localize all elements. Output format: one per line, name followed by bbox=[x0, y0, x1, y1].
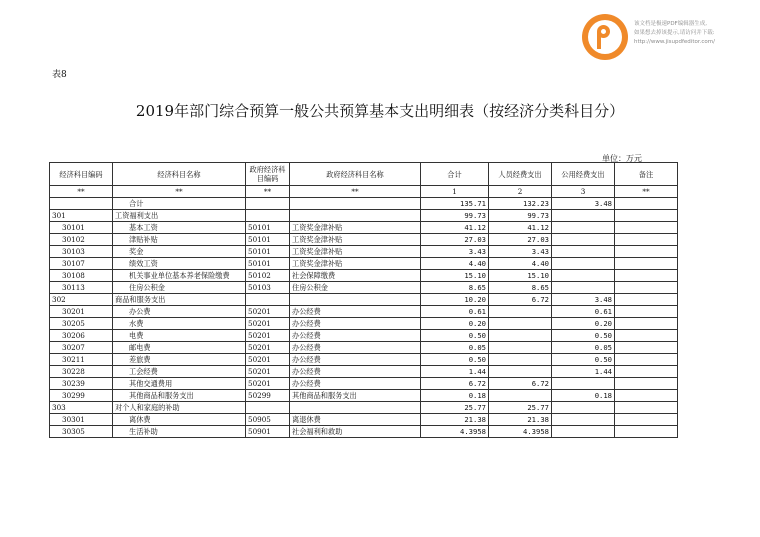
public-cell bbox=[552, 426, 615, 438]
total-cell: 0.50 bbox=[421, 330, 489, 342]
index-cell: ** bbox=[113, 186, 246, 198]
name-cell: 商品和服务支出 bbox=[113, 294, 246, 306]
gov-code-cell bbox=[246, 210, 290, 222]
total-cell: 0.50 bbox=[421, 354, 489, 366]
note-cell bbox=[615, 270, 678, 282]
name-cell: 合计 bbox=[113, 198, 246, 210]
gov-code-cell bbox=[246, 294, 290, 306]
public-cell: 0.50 bbox=[552, 330, 615, 342]
table-row bbox=[50, 222, 678, 234]
public-cell bbox=[552, 282, 615, 294]
gov-code-cell: 50101 bbox=[246, 258, 290, 270]
note-cell bbox=[615, 426, 678, 438]
total-cell: 27.03 bbox=[421, 234, 489, 246]
gov-code-cell: 50101 bbox=[246, 234, 290, 246]
budget-table bbox=[49, 162, 678, 438]
note-cell bbox=[615, 234, 678, 246]
gov-name-cell: 离退休费 bbox=[290, 414, 421, 426]
personnel-cell: 99.73 bbox=[489, 210, 552, 222]
gov-code-cell: 50201 bbox=[246, 306, 290, 318]
personnel-cell bbox=[489, 342, 552, 354]
watermark-line-3: http://www.jisupdfeditor.com/ bbox=[634, 39, 715, 45]
total-cell: 4.3958 bbox=[421, 426, 489, 438]
table-label: 表8 bbox=[52, 70, 67, 80]
note-cell bbox=[615, 402, 678, 414]
note-cell bbox=[615, 198, 678, 210]
gov-name-cell: 住房公积金 bbox=[290, 282, 421, 294]
table-row bbox=[50, 282, 678, 294]
note-cell bbox=[615, 378, 678, 390]
gov-name-cell: 办公经费 bbox=[290, 318, 421, 330]
note-cell bbox=[615, 390, 678, 402]
code-cell: 30102 bbox=[50, 234, 113, 246]
index-cell: ** bbox=[246, 186, 290, 198]
table-row bbox=[50, 390, 678, 402]
gov-name-cell bbox=[290, 294, 421, 306]
page-title: 2019年部门综合预算一般公共预算基本支出明细表（按经济分类科目分） bbox=[135, 102, 625, 120]
personnel-cell bbox=[489, 318, 552, 330]
watermark-line-1: 该文档是极速PDF编辑器生成, bbox=[634, 21, 707, 27]
public-cell: 0.20 bbox=[552, 318, 615, 330]
code-cell: 302 bbox=[50, 294, 113, 306]
name-cell: 机关事业单位基本养老保险缴费 bbox=[113, 270, 246, 282]
name-cell: 对个人和家庭的补助 bbox=[113, 402, 246, 414]
note-cell bbox=[615, 306, 678, 318]
gov-code-cell: 50905 bbox=[246, 414, 290, 426]
public-cell bbox=[552, 378, 615, 390]
watermark-line-2: 如果想去掉该提示,请访问并下载: bbox=[634, 30, 715, 36]
gov-name-cell: 办公经费 bbox=[290, 306, 421, 318]
personnel-cell bbox=[489, 330, 552, 342]
gov-code-cell: 50101 bbox=[246, 246, 290, 258]
public-cell: 1.44 bbox=[552, 366, 615, 378]
public-cell bbox=[552, 402, 615, 414]
code-cell: 30305 bbox=[50, 426, 113, 438]
code-cell: 30301 bbox=[50, 414, 113, 426]
gov-name-cell: 社会保障缴费 bbox=[290, 270, 421, 282]
code-cell: 30205 bbox=[50, 318, 113, 330]
public-cell: 0.61 bbox=[552, 306, 615, 318]
personnel-cell: 25.77 bbox=[489, 402, 552, 414]
column-index-row bbox=[50, 186, 678, 198]
gov-name-cell: 办公经费 bbox=[290, 366, 421, 378]
personnel-cell: 21.38 bbox=[489, 414, 552, 426]
gov-code-cell: 50201 bbox=[246, 318, 290, 330]
name-cell: 离休费 bbox=[113, 414, 246, 426]
gov-name-cell: 办公经费 bbox=[290, 330, 421, 342]
index-cell: 3 bbox=[552, 186, 615, 198]
table-row bbox=[50, 414, 678, 426]
table-row bbox=[50, 246, 678, 258]
name-cell: 工会经费 bbox=[113, 366, 246, 378]
gov-code-cell: 50201 bbox=[246, 342, 290, 354]
personnel-cell bbox=[489, 354, 552, 366]
table-row bbox=[50, 210, 678, 222]
header-cell: 备注 bbox=[615, 163, 678, 186]
note-cell bbox=[615, 366, 678, 378]
gov-code-cell: 50201 bbox=[246, 330, 290, 342]
name-cell: 奖金 bbox=[113, 246, 246, 258]
gov-code-cell: 50103 bbox=[246, 282, 290, 294]
index-cell: ** bbox=[290, 186, 421, 198]
personnel-cell: 3.43 bbox=[489, 246, 552, 258]
gov-name-cell: 社会福利和救助 bbox=[290, 426, 421, 438]
note-cell bbox=[615, 354, 678, 366]
personnel-cell: 15.10 bbox=[489, 270, 552, 282]
total-cell: 8.65 bbox=[421, 282, 489, 294]
personnel-cell: 6.72 bbox=[489, 378, 552, 390]
note-cell bbox=[615, 210, 678, 222]
total-cell: 0.61 bbox=[421, 306, 489, 318]
code-cell: 30108 bbox=[50, 270, 113, 282]
name-cell: 生活补助 bbox=[113, 426, 246, 438]
gov-name-cell bbox=[290, 198, 421, 210]
table-row bbox=[50, 258, 678, 270]
total-cell: 0.05 bbox=[421, 342, 489, 354]
gov-name-cell: 工资奖金津补贴 bbox=[290, 222, 421, 234]
table-row bbox=[50, 330, 678, 342]
public-cell: 3.48 bbox=[552, 294, 615, 306]
gov-code-cell bbox=[246, 198, 290, 210]
personnel-cell bbox=[489, 306, 552, 318]
code-cell: 30207 bbox=[50, 342, 113, 354]
note-cell bbox=[615, 246, 678, 258]
header-cell: 人员经费支出 bbox=[489, 163, 552, 186]
gov-name-cell: 办公经费 bbox=[290, 378, 421, 390]
gov-name-cell bbox=[290, 210, 421, 222]
code-cell bbox=[50, 198, 113, 210]
table-row bbox=[50, 270, 678, 282]
gov-code-cell: 50299 bbox=[246, 390, 290, 402]
name-cell: 差旅费 bbox=[113, 354, 246, 366]
note-cell bbox=[615, 318, 678, 330]
total-cell: 0.20 bbox=[421, 318, 489, 330]
header-cell: 经济科目名称 bbox=[113, 163, 246, 186]
note-cell bbox=[615, 258, 678, 270]
name-cell: 住房公积金 bbox=[113, 282, 246, 294]
header-cell: 政府经济科目名称 bbox=[290, 163, 421, 186]
name-cell: 其他交通费用 bbox=[113, 378, 246, 390]
public-cell bbox=[552, 210, 615, 222]
gov-name-cell: 办公经费 bbox=[290, 342, 421, 354]
total-cell: 6.72 bbox=[421, 378, 489, 390]
gov-code-cell: 50101 bbox=[246, 222, 290, 234]
personnel-cell: 8.65 bbox=[489, 282, 552, 294]
table-row bbox=[50, 318, 678, 330]
note-cell bbox=[615, 414, 678, 426]
name-cell: 津贴补贴 bbox=[113, 234, 246, 246]
gov-code-cell: 50102 bbox=[246, 270, 290, 282]
index-cell: 2 bbox=[489, 186, 552, 198]
personnel-cell: 6.72 bbox=[489, 294, 552, 306]
gov-name-cell bbox=[290, 402, 421, 414]
name-cell: 绩效工资 bbox=[113, 258, 246, 270]
table-row bbox=[50, 234, 678, 246]
pdf-editor-logo-icon bbox=[582, 14, 628, 60]
name-cell: 工资福利支出 bbox=[113, 210, 246, 222]
gov-name-cell: 工资奖金津补贴 bbox=[290, 258, 421, 270]
table-row bbox=[50, 354, 678, 366]
table-row bbox=[50, 402, 678, 414]
gov-name-cell: 工资奖金津补贴 bbox=[290, 234, 421, 246]
total-cell: 25.77 bbox=[421, 402, 489, 414]
total-cell: 10.20 bbox=[421, 294, 489, 306]
total-cell: 21.38 bbox=[421, 414, 489, 426]
name-cell: 其他商品和服务支出 bbox=[113, 390, 246, 402]
unit-label: 单位：万元 bbox=[602, 154, 642, 163]
gov-code-cell: 50201 bbox=[246, 378, 290, 390]
personnel-cell bbox=[489, 366, 552, 378]
gov-name-cell: 工资奖金津补贴 bbox=[290, 246, 421, 258]
total-cell: 41.12 bbox=[421, 222, 489, 234]
watermark-text bbox=[634, 20, 715, 47]
name-cell: 邮电费 bbox=[113, 342, 246, 354]
gov-name-cell: 办公经费 bbox=[290, 354, 421, 366]
name-cell: 办公费 bbox=[113, 306, 246, 318]
public-cell bbox=[552, 270, 615, 282]
table-row bbox=[50, 366, 678, 378]
header-cell: 经济科目编码 bbox=[50, 163, 113, 186]
personnel-cell bbox=[489, 390, 552, 402]
total-cell: 0.18 bbox=[421, 390, 489, 402]
header-cell: 公用经费支出 bbox=[552, 163, 615, 186]
note-cell bbox=[615, 342, 678, 354]
note-cell bbox=[615, 282, 678, 294]
personnel-cell: 132.23 bbox=[489, 198, 552, 210]
personnel-cell: 41.12 bbox=[489, 222, 552, 234]
public-cell bbox=[552, 258, 615, 270]
gov-code-cell bbox=[246, 402, 290, 414]
public-cell bbox=[552, 222, 615, 234]
total-cell: 4.40 bbox=[421, 258, 489, 270]
code-cell: 30113 bbox=[50, 282, 113, 294]
gov-code-cell: 50201 bbox=[246, 354, 290, 366]
name-cell: 基本工资 bbox=[113, 222, 246, 234]
index-cell: ** bbox=[615, 186, 678, 198]
code-cell: 30107 bbox=[50, 258, 113, 270]
public-cell: 0.50 bbox=[552, 354, 615, 366]
code-cell: 30239 bbox=[50, 378, 113, 390]
table-row bbox=[50, 378, 678, 390]
table-row bbox=[50, 198, 678, 210]
table-row bbox=[50, 306, 678, 318]
table-row bbox=[50, 294, 678, 306]
total-cell: 135.71 bbox=[421, 198, 489, 210]
total-cell: 1.44 bbox=[421, 366, 489, 378]
personnel-cell: 27.03 bbox=[489, 234, 552, 246]
public-cell bbox=[552, 414, 615, 426]
note-cell bbox=[615, 330, 678, 342]
name-cell: 电费 bbox=[113, 330, 246, 342]
total-cell: 15.10 bbox=[421, 270, 489, 282]
code-cell: 30211 bbox=[50, 354, 113, 366]
code-cell: 301 bbox=[50, 210, 113, 222]
table-row bbox=[50, 426, 678, 438]
code-cell: 30101 bbox=[50, 222, 113, 234]
total-cell: 3.43 bbox=[421, 246, 489, 258]
code-cell: 30206 bbox=[50, 330, 113, 342]
code-cell: 30299 bbox=[50, 390, 113, 402]
public-cell bbox=[552, 246, 615, 258]
code-cell: 303 bbox=[50, 402, 113, 414]
name-cell: 水费 bbox=[113, 318, 246, 330]
public-cell: 0.05 bbox=[552, 342, 615, 354]
note-cell bbox=[615, 222, 678, 234]
code-cell: 30201 bbox=[50, 306, 113, 318]
header-row bbox=[50, 163, 678, 186]
gov-code-cell: 50201 bbox=[246, 366, 290, 378]
gov-code-cell: 50901 bbox=[246, 426, 290, 438]
public-cell bbox=[552, 234, 615, 246]
code-cell: 30103 bbox=[50, 246, 113, 258]
total-cell: 99.73 bbox=[421, 210, 489, 222]
table-row bbox=[50, 342, 678, 354]
index-cell: 1 bbox=[421, 186, 489, 198]
public-cell: 3.48 bbox=[552, 198, 615, 210]
gov-name-cell: 其他商品和服务支出 bbox=[290, 390, 421, 402]
note-cell bbox=[615, 294, 678, 306]
header-cell: 合计 bbox=[421, 163, 489, 186]
index-cell: ** bbox=[50, 186, 113, 198]
public-cell: 0.18 bbox=[552, 390, 615, 402]
personnel-cell: 4.40 bbox=[489, 258, 552, 270]
header-cell: 政府经济科目编码 bbox=[246, 163, 290, 186]
code-cell: 30228 bbox=[50, 366, 113, 378]
personnel-cell: 4.3958 bbox=[489, 426, 552, 438]
